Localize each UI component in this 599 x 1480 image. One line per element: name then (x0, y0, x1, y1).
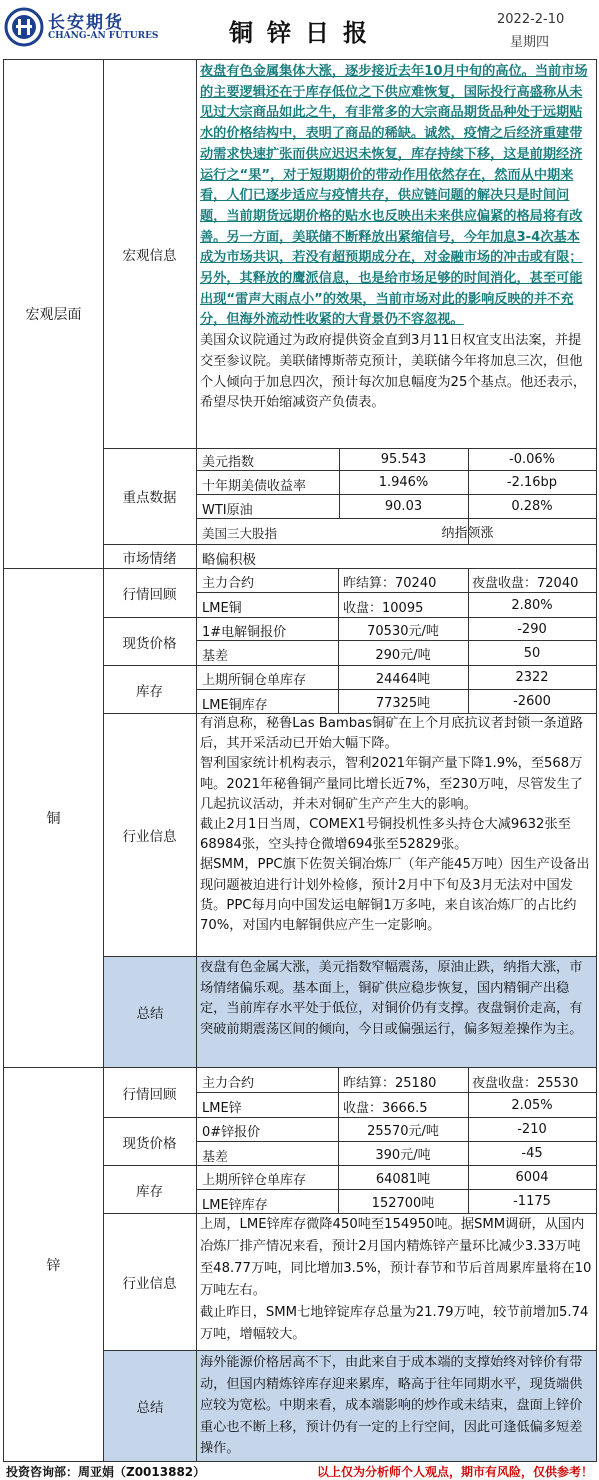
key-row-change: 纳指领涨 (441, 526, 494, 541)
key-row-name: 十年期美债收益率 (202, 479, 307, 494)
industry-paragraph: 截止2月1日当周，COMEX1号铜投机性多头持仓大减9632张至68984张，空头持仓微增694张至52829张。 (200, 817, 571, 853)
zinc-inventory-table (197, 1166, 596, 1213)
zinc-industry-content (200, 1214, 593, 1350)
zinc-review-label: 行情回顾 (122, 1086, 177, 1103)
inventory-cell: 77325吨 (375, 696, 431, 711)
key-row-value: 1.946% (378, 475, 429, 490)
spot-cell: 25570元/吨 (367, 1124, 439, 1139)
copper-industry-content (200, 714, 593, 956)
review-cell: 昨结算：25180 (343, 1076, 437, 1091)
macro-normal-text: 美国众议院通过为政府提供资金直到3月11日权宜支出法案，并提交至参议院。美联储博斯蒂克预计，美联储今年将加息三次，但他个人倾向于加息四次，预计每次加息幅度为25个基点。他还表示，希望尽快开始缩减资产负债表。 (200, 333, 587, 411)
section-copper-label: 铜 (46, 811, 61, 827)
spot-cell: 1#电解铜报价 (202, 625, 287, 640)
key-row-name: 美元指数 (202, 455, 255, 470)
zinc-summary-label: 总结 (104, 1351, 196, 1461)
key-row-change: -2.16bp (506, 475, 558, 490)
copper-summary-label: 总结 (104, 957, 196, 1067)
zinc-spot-table (197, 1118, 596, 1165)
review-cell: LME铜 (202, 601, 242, 616)
key-data-label: 重点数据 (122, 490, 177, 506)
macro-info-label: 宏观信息 (122, 248, 177, 264)
inventory-cell: 24464吨 (375, 672, 431, 687)
review-cell: 收盘：10095 (343, 601, 424, 616)
footer (0, 1463, 599, 1480)
inventory-cell: -1175 (513, 1194, 551, 1209)
report-title: 铜锌日报 (229, 18, 381, 47)
spot-cell: 290元/吨 (375, 647, 431, 663)
copper-summary-content (197, 957, 596, 1067)
spot-cell: -210 (517, 1122, 547, 1137)
summary-text: 海外能源价格居高不下，由此来自于成本端的支撑始终对锌价有带动，但国内精炼锌库存迎来累库，略高于往年同期水平，现货端供应较为宽松。中期来看，成本端影响的炒作或未结束，盘面上锌价重心也不断上移，预计仍有一定的上行空间，因此可逢低偏多短差操作。 (200, 1355, 583, 1456)
copper-inventory-label: 库存 (136, 683, 163, 700)
report-table (3, 59, 597, 1462)
review-cell: 收盘：3666.5 (343, 1101, 428, 1116)
spot-cell: 390元/吨 (375, 1148, 431, 1163)
macro-info-content (200, 62, 592, 447)
header (0, 0, 599, 58)
footer-disclaimer: 以上仅为分析师个人观点，期市有风险，仅供参考！ (316, 1465, 593, 1479)
zinc-review-table (197, 1068, 596, 1117)
logo-en-text: CHANG-AN FUTURES (48, 31, 159, 41)
copper-spot-table (197, 618, 596, 665)
inventory-cell: LME锌库存 (202, 1198, 268, 1213)
review-cell: 昨结算：70240 (343, 576, 437, 591)
report-weekday: 星期四 (510, 35, 550, 50)
spot-cell: 基差 (202, 649, 229, 664)
zinc-inventory-label: 库存 (136, 1183, 163, 1200)
industry-paragraph: 有消息称，秘鲁Las Bambas铜矿在上个月底抗议者封锁一条道路后，其开采活动已开始大幅下降。 (200, 716, 584, 752)
logo-cn-text: 长安期货 (48, 13, 124, 33)
review-cell: 夜盘收盘：25530 (472, 1076, 579, 1091)
footer-consultant: 投资咨询部：周亚娟（Z0013882） (6, 1465, 206, 1479)
copper-industry-label: 行业信息 (122, 829, 177, 845)
inventory-cell: 2322 (515, 670, 549, 685)
section-zinc-label: 锌 (46, 1257, 61, 1274)
review-cell: 2.80% (511, 597, 553, 613)
spot-cell: 50 (523, 645, 541, 661)
key-row-value: 90.03 (384, 499, 423, 514)
review-cell: 2.05% (511, 1097, 553, 1113)
key-data-table (197, 448, 596, 544)
spot-cell: -45 (521, 1146, 543, 1161)
macro-highlight-text: 夜盘有色金属集体大涨，逐步接近去年10月中旬的高位。当前市场的主要逻辑还在于库存低位之下供应难恢复，国际投行高盛称从未见过大宗商品如此之牛，有非常多的大宗商品期货品种处于远期贴水的价格结构中，表明了商品的稀缺。诚然，疫情之后经济重建带动需求快速扩张而供应迟迟未恢复，库存持续下移，这是前期经济运行之“果”，对于短期期价的带动作用依然存在，然而从中期来看，人们已逐步适应与疫情共存，供应链问题的解决只是时间问题，当前期货远期价格的贴水也反映出未来供应偏紧的格局将有改善。另一方面，美联储不断释放出紧缩信号，今年加息3-4次基本成为市场共识，若没有超预期成分在，对金融市场的冲击或有限；另外，其释放的鹰派信息，也是给市场足够的时间消化，甚至可能出现“雷声大雨点小”的效果，当前市场对此的影响反映的并不充分，但海外流动性收紧的大背景仍不容忽视。 (200, 64, 588, 328)
industry-paragraph: 截止昨日，SMM七地锌锭库存总量为21.79万吨，较节前增加5.74万吨，增幅较大。 (200, 1305, 589, 1342)
inventory-cell: 6004 (515, 1170, 549, 1185)
key-row-name: 美国三大股指 (202, 526, 278, 541)
key-row-value: 95.543 (380, 451, 427, 467)
key-row-name: WTI原油 (202, 503, 253, 518)
industry-paragraph: 据SMM，PPC旗下佐贺关铜冶炼厂（年产能45万吨）因生产设备出现问题被迫进行计划外检修，预计2月中下旬及3月无法对中国发货。PPC每月向中国发运电解铜1万多吨，来自该冶炼厂的占比约70%，对国内电解铜供应产生一定影响。 (200, 857, 590, 934)
spot-cell: 0#锌报价 (202, 1125, 261, 1140)
logo-emblem-icon (4, 7, 44, 47)
industry-paragraph: 智利国家统计机构表示，智利2021年铜产量下降1.9%，至568万吨。2021年秘鲁铜产量同比增长近7%，至230万吨，尽管发生了几起抗议活动，并未对铜矿生产产生大的影响。 (200, 756, 583, 812)
inventory-cell: -2600 (513, 694, 551, 709)
inventory-cell: 152700吨 (371, 1196, 435, 1211)
report-date: 2022-2-10 (497, 12, 565, 27)
company-logo (4, 7, 159, 47)
review-cell: 夜盘收盘：72040 (472, 576, 579, 591)
inventory-cell: LME铜库存 (202, 698, 268, 713)
review-cell: LME锌 (202, 1101, 242, 1116)
sentiment-label: 市场情绪 (122, 550, 177, 567)
spot-cell: 基差 (202, 1150, 229, 1165)
zinc-industry-label: 行业信息 (122, 1276, 177, 1292)
copper-review-label: 行情回顾 (122, 587, 177, 603)
section-macro-label: 宏观层面 (25, 307, 82, 323)
key-row-change: 0.28% (511, 499, 553, 514)
review-cell: 主力合约 (202, 1076, 255, 1091)
inventory-cell: 上期所铜仓单库存 (202, 673, 307, 688)
copper-inventory-table (197, 666, 596, 713)
zinc-spot-label: 现货价格 (122, 1135, 177, 1152)
summary-text: 夜盘有色金属大涨，美元指数窄幅震荡，原油止跌，纳指大涨，市场情绪偏乐观。基本面上，铜矿供应稳步恢复，国内精铜产出稳定，当前库存水平处于低位，对铜价仍有支撑。夜盘铜价走高，有突破前期震荡区间的倾向，今日或偏强运行，偏多短差操作为主。 (200, 960, 583, 1037)
zinc-summary-content (197, 1351, 596, 1461)
inventory-cell: 64081吨 (375, 1172, 431, 1187)
industry-paragraph: 上周，LME锌库存微降450吨至154950吨。据SMM调研，从国内冶炼厂排产情况来看，预计2月国内精炼锌产量环比减少3.33万吨至48.77万吨，同比增加3.5%，预计春节和节后首周累库量将在10万吨左右。 (200, 1217, 592, 1298)
sentiment-value: 略偏积极 (202, 552, 256, 568)
key-row-change: -0.06% (509, 451, 555, 467)
spot-cell: -290 (517, 621, 547, 637)
review-cell: 主力合约 (202, 576, 255, 591)
spot-cell: 70530元/吨 (367, 623, 439, 639)
copper-review-table (197, 569, 596, 617)
inventory-cell: 上期所锌仓单库存 (202, 1173, 307, 1188)
copper-spot-label: 现货价格 (122, 635, 177, 652)
